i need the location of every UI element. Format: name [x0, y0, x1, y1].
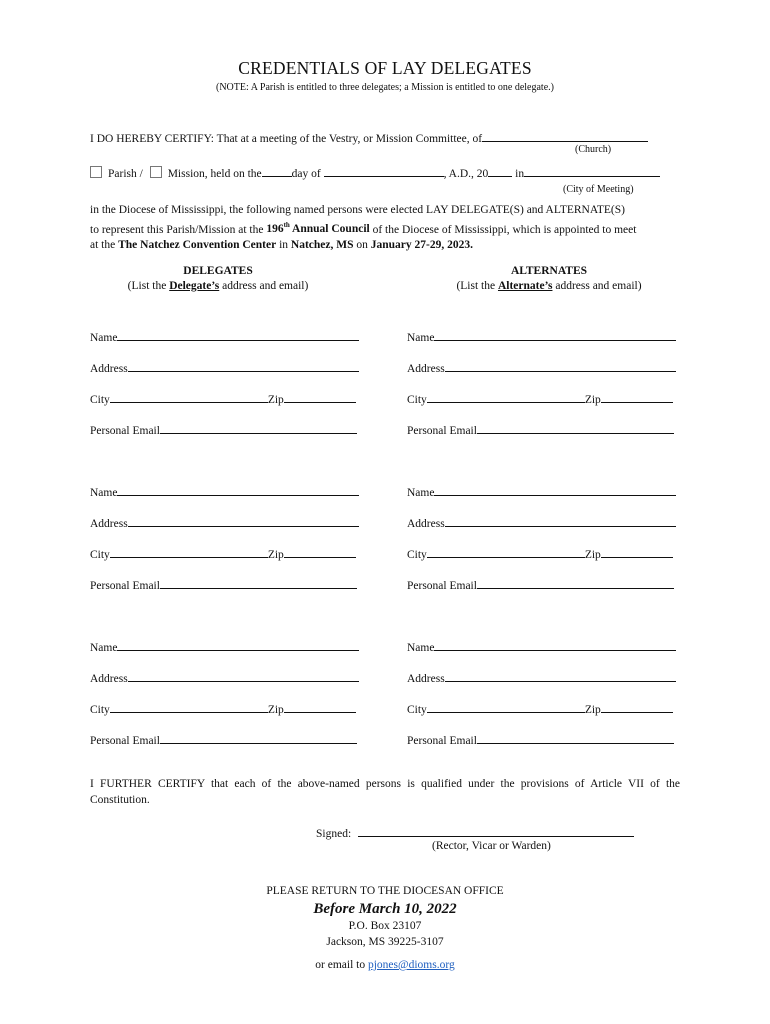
- city-label: City: [90, 394, 110, 406]
- delegate-3-address-field[interactable]: [128, 669, 359, 682]
- return-instructions: PLEASE RETURN TO THE DIOCESAN OFFICE: [266, 885, 504, 897]
- paragraph-text: to represent this Parish/Mission at the: [90, 223, 267, 236]
- alternate-3-email-field[interactable]: [477, 731, 674, 744]
- zip-label: Zip: [584, 704, 601, 716]
- address-label: Address: [90, 518, 128, 530]
- zip-label: Zip: [267, 394, 284, 406]
- certify-lead: I DO HEREBY CERTIFY: That at a meeting of the Vestry, or Mission Committee, of: [90, 133, 483, 145]
- alternate-3-name-row: [407, 638, 676, 654]
- city-label: City: [407, 704, 427, 716]
- alternate-3-city-field[interactable]: [427, 700, 585, 713]
- subheading-text: (List the: [456, 280, 498, 292]
- alternate-3-name-field[interactable]: [434, 638, 676, 651]
- delegate-2-address-row: [90, 514, 359, 530]
- delegate-2-city-zip-row: [90, 545, 356, 561]
- delegate-1-city-field[interactable]: [110, 390, 268, 403]
- email-label: Personal Email: [407, 580, 477, 592]
- signature-caption: (Rector, Vicar or Warden): [432, 840, 551, 852]
- address-label: Address: [407, 673, 445, 685]
- delegate-2-email-row: [90, 576, 357, 592]
- city-label: City: [407, 549, 427, 561]
- in-label: in: [515, 168, 525, 180]
- zip-label: Zip: [584, 549, 601, 561]
- church-caption: (Church): [575, 144, 612, 155]
- delegate-1-zip-field[interactable]: [284, 390, 356, 403]
- delegate-2-zip-field[interactable]: [284, 545, 356, 558]
- po-box: P.O. Box 23107: [348, 920, 422, 932]
- alternate-emphasis: Alternate’s: [497, 280, 553, 292]
- further-certify: I FURTHER CERTIFY that each of the above-named persons is qualified under the provisions of Article VII of the Constitution.: [90, 778, 680, 806]
- delegate-2-email-field[interactable]: [160, 576, 357, 589]
- alternate-1-name-row: [407, 328, 676, 344]
- year-field[interactable]: [488, 164, 512, 177]
- delegate-2-city-field[interactable]: [110, 545, 268, 558]
- ad-label: , A.D., 20: [443, 168, 489, 180]
- name-label: Name: [90, 332, 118, 344]
- address-label: Address: [407, 363, 445, 375]
- delegate-1-city-zip-row: [90, 390, 356, 406]
- zip-label: Zip: [267, 549, 284, 561]
- email-label: Personal Email: [90, 735, 160, 747]
- alternates-heading: ALTERNATES: [510, 265, 588, 277]
- delegate-3-zip-field[interactable]: [284, 700, 356, 713]
- alternate-1-address-field[interactable]: [445, 359, 676, 372]
- form-title: CREDENTIALS OF LAY DELEGATES: [238, 58, 532, 78]
- alternate-2-email-field[interactable]: [477, 576, 674, 589]
- address-label: Address: [407, 518, 445, 530]
- city-label: City: [407, 394, 427, 406]
- name-label: Name: [90, 642, 118, 654]
- council-suffix: th: [283, 221, 290, 230]
- alternate-2-zip-field[interactable]: [601, 545, 673, 558]
- email-label: Personal Email: [407, 735, 477, 747]
- alternates-subheading: [424, 280, 674, 292]
- delegate-3-email-row: [90, 731, 357, 747]
- city-label: City: [90, 549, 110, 561]
- email-label: Personal Email: [90, 580, 160, 592]
- signed-label: Signed:: [316, 828, 352, 840]
- mission-checkbox[interactable]: [150, 166, 162, 178]
- delegate-2-address-field[interactable]: [128, 514, 359, 527]
- alternate-2-name-row: [407, 483, 676, 499]
- zip-label: Zip: [584, 394, 601, 406]
- name-label: Name: [90, 487, 118, 499]
- alternate-3-email-row: [407, 731, 674, 747]
- month-field[interactable]: [324, 164, 444, 177]
- paragraph-text: of the Diocese of Mississippi, which is appointed to meet: [369, 223, 637, 236]
- address-label: Address: [90, 673, 128, 685]
- alternate-2-city-zip-row: [407, 545, 673, 561]
- certify-line: [90, 129, 648, 145]
- delegates-heading: DELEGATES: [183, 265, 253, 277]
- delegate-3-name-field[interactable]: [117, 638, 359, 651]
- parish-label: Parish /: [108, 168, 143, 180]
- paragraph-line-1: in the Diocese of Mississippi, the following named persons were elected LAY DELEGATE(S) and ALTERNATE(S): [90, 204, 625, 216]
- delegate-1-name-field[interactable]: [117, 328, 359, 341]
- election-paragraph: [90, 203, 680, 253]
- alternate-3-zip-field[interactable]: [601, 700, 673, 713]
- alternate-1-city-field[interactable]: [427, 390, 585, 403]
- church-field[interactable]: [482, 129, 648, 142]
- alternate-2-address-row: [407, 514, 676, 530]
- email-prefix: or email to: [315, 959, 368, 971]
- delegate-1-name-row: [90, 328, 359, 344]
- parish-checkbox[interactable]: [90, 166, 102, 178]
- city-of-meeting-field[interactable]: [524, 164, 660, 177]
- day-label: day of: [291, 168, 321, 180]
- delegate-1-email-row: [90, 421, 357, 437]
- alternate-1-name-field[interactable]: [434, 328, 676, 341]
- day-number-field[interactable]: [262, 164, 292, 177]
- meeting-line: [90, 164, 660, 180]
- email-link[interactable]: pjones@dioms.org: [367, 959, 455, 971]
- alternate-1-zip-field[interactable]: [601, 390, 673, 403]
- alternate-3-address-field[interactable]: [445, 669, 676, 682]
- alternate-2-city-field[interactable]: [427, 545, 585, 558]
- delegates-header: [93, 265, 343, 292]
- delegate-1-email-field[interactable]: [160, 421, 357, 434]
- name-label: Name: [407, 487, 435, 499]
- paragraph-line-2: [90, 219, 680, 238]
- alternate-2-address-field[interactable]: [445, 514, 676, 527]
- annual-council: Annual Council: [289, 223, 370, 236]
- alternate-3-city-zip-row: [407, 700, 673, 716]
- delegate-emphasis: Delegate’s: [169, 280, 220, 292]
- alternate-2-name-field[interactable]: [434, 483, 676, 496]
- alternate-1-city-zip-row: [407, 390, 673, 406]
- paragraph-text: on: [353, 238, 371, 251]
- alternates-header: [424, 265, 674, 292]
- alternate-3-address-row: [407, 669, 676, 685]
- name-label: Name: [407, 642, 435, 654]
- zip-label: Zip: [267, 704, 284, 716]
- paragraph-line-3: [90, 238, 680, 254]
- email-line: [0, 959, 770, 971]
- name-label: Name: [407, 332, 435, 344]
- council-number: 196: [266, 223, 284, 236]
- delegate-3-name-row: [90, 638, 359, 654]
- delegate-3-city-zip-row: [90, 700, 356, 716]
- delegate-1-address-field[interactable]: [128, 359, 359, 372]
- venue: The Natchez Convention Center: [118, 238, 277, 251]
- subheading-text: address and email): [219, 280, 309, 292]
- city-caption: (City of Meeting): [563, 184, 634, 195]
- delegate-3-city-field[interactable]: [110, 700, 268, 713]
- subheading-text: (List the: [127, 280, 170, 292]
- entitlement-note: (NOTE: A Parish is entitled to three delegates; a Mission is entitled to one delegate.): [216, 82, 554, 93]
- mission-label: Mission, held on the: [167, 168, 262, 180]
- council-date: January 27-29, 2023.: [370, 238, 473, 251]
- return-deadline: Before March 10, 2022: [313, 901, 457, 917]
- alternate-1-email-field[interactable]: [477, 421, 674, 434]
- delegate-3-address-row: [90, 669, 359, 685]
- signature-line: [316, 824, 634, 840]
- delegate-1-address-row: [90, 359, 359, 375]
- delegate-2-name-field[interactable]: [117, 483, 359, 496]
- paragraph-text: at the: [90, 238, 119, 251]
- alternate-1-email-row: [407, 421, 674, 437]
- signature-field[interactable]: [358, 824, 634, 837]
- paragraph-text: in: [276, 238, 291, 251]
- delegate-3-email-field[interactable]: [160, 731, 357, 744]
- email-label: Personal Email: [407, 425, 477, 437]
- office-city: Jackson, MS 39225-3107: [326, 936, 444, 948]
- subheading-text: address and email): [552, 280, 642, 292]
- alternate-1-address-row: [407, 359, 676, 375]
- venue-city: Natchez, MS: [290, 238, 354, 251]
- delegates-subheading: [93, 280, 343, 292]
- delegate-2-name-row: [90, 483, 359, 499]
- alternate-2-email-row: [407, 576, 674, 592]
- city-label: City: [90, 704, 110, 716]
- address-label: Address: [90, 363, 128, 375]
- email-label: Personal Email: [90, 425, 160, 437]
